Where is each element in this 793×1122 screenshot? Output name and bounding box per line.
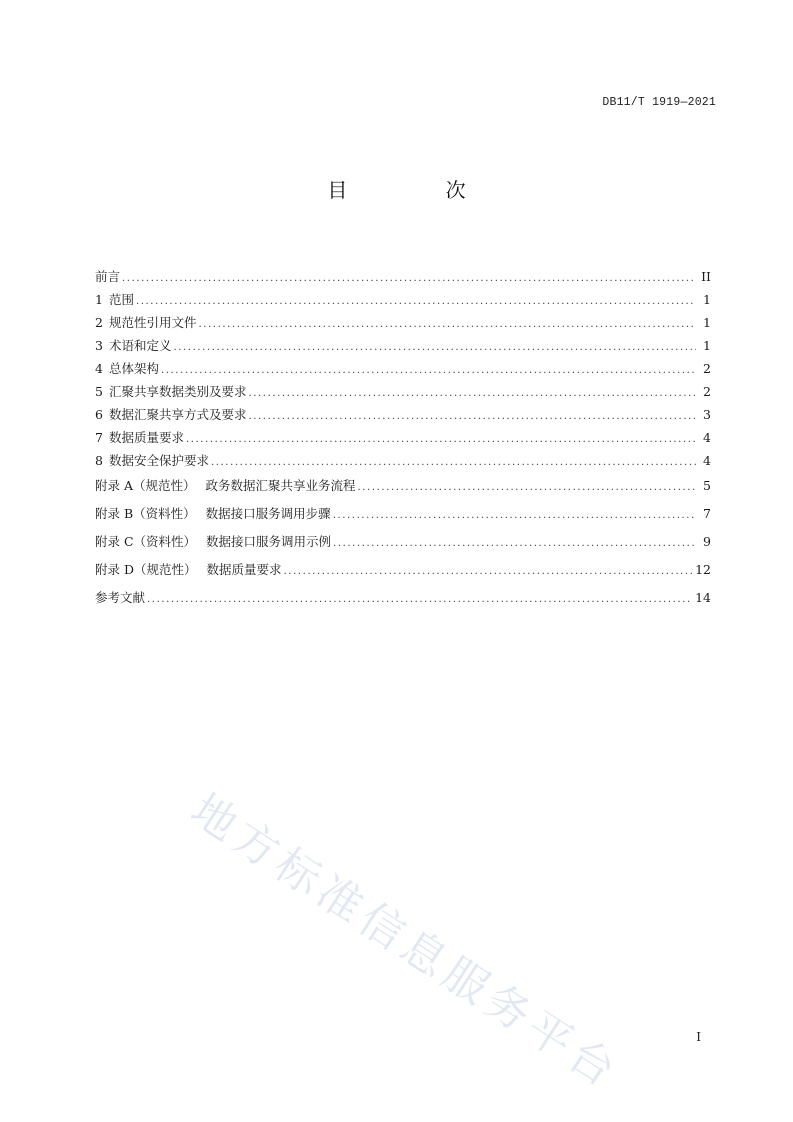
- toc-page-number: 4: [703, 430, 711, 445]
- toc-dot-leader: [358, 475, 696, 501]
- toc-entry-number: 1: [95, 292, 103, 307]
- toc-entry-title: [95, 585, 145, 611]
- toc-appendix-prefix: 附录 D（规范性）: [95, 562, 197, 577]
- toc-appendix-prefix: 附录 B（资料性）: [95, 506, 196, 521]
- toc-entry-text: 前言: [95, 269, 121, 284]
- toc-entry-title: [95, 427, 184, 448]
- toc-dot-leader: [161, 360, 696, 381]
- toc-dot-leader: [211, 452, 696, 473]
- toc-entry-text: 汇聚共享数据类别及要求: [108, 384, 247, 399]
- toc-row-chapter-2[interactable]: [95, 312, 711, 335]
- watermark: 地方标准信息服务平台: [181, 784, 629, 1100]
- toc-entry-title: [95, 501, 331, 527]
- document-code: DB11/T 1919—2021: [602, 96, 716, 109]
- toc-entry-text: 数据汇聚共享方式及要求: [108, 407, 247, 422]
- page-title: 目 次: [327, 178, 512, 202]
- toc-entry-text: 范围: [108, 292, 134, 307]
- toc-entry-text: 数据安全保护要求: [108, 453, 209, 468]
- toc-entry-number: 2: [95, 315, 103, 330]
- toc-page-number: 5: [703, 478, 711, 493]
- toc-entry-text: 术语和定义: [108, 338, 172, 353]
- toc-page-number: 2: [703, 361, 711, 376]
- toc-entry-title: [95, 266, 120, 287]
- toc-entry-title: [95, 358, 159, 379]
- toc-row-appendix-d[interactable]: [95, 557, 711, 585]
- toc-entry-number: 5: [95, 384, 103, 399]
- toc-dot-leader: [122, 268, 696, 289]
- toc-row-chapter-4[interactable]: [95, 358, 711, 381]
- toc-page-number: 9: [703, 534, 711, 549]
- toc-page-number: 4: [703, 453, 711, 468]
- toc-dot-leader: [173, 337, 696, 358]
- toc-row-chapter-1[interactable]: [95, 289, 711, 312]
- toc-dot-leader: [186, 429, 696, 450]
- toc-row-chapter-3[interactable]: [95, 335, 711, 358]
- toc-entry-text: 参考文献: [95, 590, 146, 605]
- toc-entry-title: [95, 450, 209, 471]
- toc-row-foreword[interactable]: [95, 266, 711, 289]
- toc-page-number: 1: [703, 292, 711, 307]
- toc-row-appendix-a[interactable]: [95, 473, 711, 501]
- toc-dot-leader: [284, 559, 693, 585]
- toc-page-number: 7: [703, 506, 711, 521]
- toc-row-chapter-6[interactable]: [95, 404, 711, 427]
- page-number: I: [696, 1030, 701, 1044]
- toc-row-chapter-5[interactable]: [95, 381, 711, 404]
- toc-row-appendix-b[interactable]: [95, 501, 711, 529]
- table-of-contents: [95, 266, 711, 613]
- toc-entry-text: 数据接口服务调用示例: [206, 534, 332, 549]
- toc-dot-leader: [147, 587, 692, 613]
- toc-entry-title: [95, 312, 196, 333]
- toc-page-number: 14: [695, 590, 711, 605]
- toc-entry-text: 政务数据汇聚共享业务流程: [205, 478, 356, 493]
- toc-entry-text: 数据质量要求: [108, 430, 184, 445]
- toc-page-number: 3: [703, 407, 711, 422]
- toc-entry-title: [95, 381, 246, 402]
- toc-entry-title: [95, 404, 246, 425]
- toc-dot-leader: [136, 291, 696, 312]
- toc-row-chapter-8[interactable]: [95, 450, 711, 473]
- toc-entry-number: 3: [95, 338, 103, 353]
- toc-entry-text: 数据质量要求: [206, 562, 282, 577]
- toc-entry-text: 规范性引用文件: [108, 315, 197, 330]
- toc-appendix-prefix: 附录 C（资料性）: [95, 534, 197, 549]
- toc-entry-title: [95, 335, 171, 356]
- toc-page-number: 12: [695, 562, 711, 577]
- toc-row-appendix-c[interactable]: [95, 529, 711, 557]
- toc-dot-leader: [248, 383, 696, 404]
- toc-dot-leader: [248, 406, 696, 427]
- toc-page-number: 2: [703, 384, 711, 399]
- toc-appendix-prefix: 附录 A（规范性）: [95, 478, 196, 493]
- toc-entry-number: 6: [95, 407, 103, 422]
- toc-page-number: 1: [703, 338, 711, 353]
- toc-dot-leader: [333, 503, 696, 529]
- toc-entry-text: 总体架构: [108, 361, 159, 376]
- toc-row-chapter-7[interactable]: [95, 427, 711, 450]
- toc-dot-leader: [198, 314, 696, 335]
- toc-entry-number: 7: [95, 430, 103, 445]
- toc-entry-title: [95, 289, 134, 310]
- toc-row-references[interactable]: [95, 585, 711, 613]
- toc-page-number: II: [701, 269, 711, 284]
- toc-dot-leader: [333, 531, 696, 557]
- toc-entry-number: 4: [95, 361, 103, 376]
- toc-entry-title: [95, 529, 331, 555]
- toc-entry-text: 数据接口服务调用步骤: [205, 506, 331, 521]
- toc-page-number: 1: [703, 315, 711, 330]
- toc-entry-number: 8: [95, 453, 103, 468]
- toc-entry-title: [95, 473, 356, 499]
- toc-entry-title: [95, 557, 282, 583]
